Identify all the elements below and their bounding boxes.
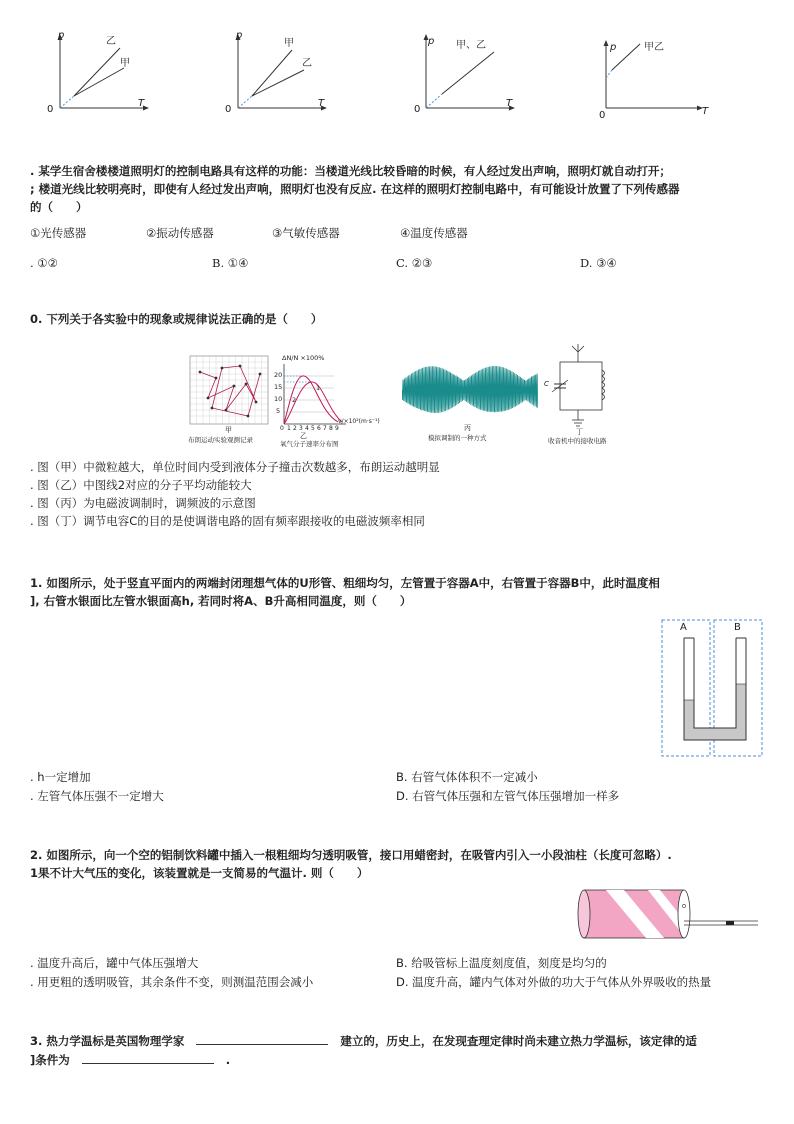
xtick: 1 — [287, 425, 291, 432]
q9-option-b[interactable]: B. ①④ — [212, 256, 249, 270]
graph-3-line-label: 甲、乙 — [456, 40, 486, 51]
q12-can-figure — [576, 884, 760, 944]
q13-part-1: 3. 热力学温标是英国物理学家 — [30, 1034, 185, 1048]
q12-line-2: 1果不计大气压的变化，该装置就是一支简易的气温计. 则（ ） — [30, 866, 369, 880]
xtick: 0 — [280, 425, 284, 432]
q10-ding-caption: 收音机中的接收电路 — [548, 437, 607, 445]
q12-option-a[interactable]: . 温度升高后，罐中气体压强增大 — [30, 956, 199, 970]
q9-line-2: ; 楼道光线比较明亮时，即使有人经过发出声响，照明灯也没有反应. 在这样的照明灯控制电路中，有可能设计放置了下列传感器 — [30, 182, 680, 196]
q10-option-d[interactable]: . 图（丁）调节电容C的目的是使调谐电路的固有频率跟接收的电磁波频率相同 — [30, 514, 425, 528]
q10-yi-ytick-20: 20 — [274, 371, 283, 379]
xtick: 3 — [299, 425, 303, 432]
xtick: 5 — [311, 425, 315, 432]
q10-yi-xlabel: v/×10²(m·s⁻¹) — [338, 418, 380, 425]
graph-2 — [218, 30, 338, 122]
q10-bing-label: 丙 — [464, 424, 471, 432]
q9-sensor-3: ③气敏传感器 — [272, 226, 340, 240]
xtick: 8 — [329, 425, 333, 432]
q9-sensor-1: ①光传感器 — [30, 226, 87, 240]
q13-line-2 — [30, 1051, 230, 1070]
q10-stem: 0. 下列关于各实验中的现象或规律说法正确的是（ ） — [30, 312, 323, 326]
q13-line-1 — [30, 1032, 697, 1051]
q9-option-a[interactable]: . ①② — [30, 256, 58, 270]
xtick: 4 — [305, 425, 309, 432]
q9-line-3: 的（ ） — [30, 200, 88, 214]
q13-blank-1[interactable] — [196, 1032, 328, 1045]
graph-3 — [412, 30, 532, 122]
q10-bing-caption: 模拟调制的一种方式 — [428, 434, 487, 442]
q10-yi-ytick-15: 15 — [274, 383, 283, 391]
q10-jia-caption: 布朗运动实验观测记录 — [188, 436, 253, 444]
q10-option-c[interactable]: . 图（丙）为电磁波调制时，调频波的示意图 — [30, 496, 256, 510]
q9-sensor-2: ②振动传感器 — [146, 226, 214, 240]
graph-1-origin: 0 — [47, 104, 54, 115]
q10-option-b[interactable]: . 图（乙）中图线2对应的分子平均动能较大 — [30, 478, 252, 492]
q13-part-4: . — [225, 1053, 231, 1067]
q9-option-c[interactable]: C. ②③ — [396, 256, 433, 270]
xtick: 7 — [323, 425, 327, 432]
q10-yi-ylabel: ΔN/N ×100% — [282, 354, 325, 362]
q10-yi-ytick-5: 5 — [276, 407, 281, 415]
graph-3-x-axis: T — [506, 98, 513, 109]
graph-4-line-label: 甲乙 — [644, 42, 664, 53]
graph-2-upper-label: 甲 — [284, 38, 294, 49]
q11-label-b: B — [734, 622, 741, 633]
q11-line-2: ], 右管水银面比左管水银面高h, 若同时将A、B升高相同温度，则（ ） — [30, 594, 412, 608]
q11-u-tube-figure — [660, 618, 764, 758]
q13-blank-2[interactable] — [82, 1051, 214, 1064]
q10-yi-caption: 氧气分子速率分布图 — [280, 440, 339, 448]
graph-4-y-axis: p — [610, 42, 617, 53]
receiver-circuit-svg — [542, 340, 632, 430]
q9-option-d[interactable]: D. ③④ — [580, 256, 617, 270]
graph-1 — [40, 30, 160, 122]
q10-figure-jia — [186, 354, 272, 450]
graph-1-lower-label: 甲 — [120, 58, 130, 69]
graph-2-origin: 0 — [225, 104, 232, 115]
xtick: 2 — [293, 425, 297, 432]
graph-1-y-axis: p — [58, 30, 65, 41]
q13-part-3: ]条件为 — [30, 1053, 70, 1067]
graph-4-origin: 0 — [599, 110, 606, 121]
graph-1-upper-label: 乙 — [106, 36, 116, 47]
q11-line-1: 1. 如图所示，处于竖直平面内的两端封闭理想气体的U形管、粗细均匀，左管置于容器A中，右管置于容器B中，此时温度相 — [30, 576, 660, 590]
q11-option-d[interactable]: D. 右管气体压强和左管气体压强增加一样多 — [396, 789, 620, 803]
graph-3-y-axis: p — [428, 36, 435, 47]
q10-jia-label: 甲 — [225, 426, 232, 434]
u-tube-svg — [660, 618, 764, 758]
q10-figure-ding — [542, 340, 632, 450]
graph-4 — [590, 36, 714, 128]
q12-option-c[interactable]: . 用更粗的透明吸管，其余条件不变，则测温范围会减小 — [30, 975, 314, 989]
q10-figure-yi — [274, 350, 398, 450]
q10-yi-curve-2: 2 — [292, 396, 297, 404]
q11-option-a[interactable]: . h一定增加 — [30, 770, 91, 784]
graph-2-y-axis: p — [236, 30, 243, 41]
q9-line-1: . 某学生宿舍楼楼道照明灯的控制电路具有这样的功能：当楼道光线比较昏暗的时候，有人经过发出声响，照明灯就自动打开； — [30, 164, 671, 178]
q10-option-a[interactable]: . 图（甲）中微粒越大，单位时间内受到液体分子撞击次数越多，布朗运动越明显 — [30, 460, 440, 474]
q11-option-b[interactable]: B. 右管气体体积不一定减小 — [396, 770, 538, 784]
q9-sensor-4: ④温度传感器 — [400, 226, 468, 240]
graph-2-x-axis: T — [318, 98, 325, 109]
can-thermometer-svg — [576, 884, 760, 944]
q12-option-b[interactable]: B. 给吸管标上温度刻度值，刻度是均匀的 — [396, 956, 607, 970]
xtick: 6 — [317, 425, 321, 432]
q12-line-1: 2. 如图所示，向一个空的铝制饮料罐中插入一根粗细均匀透明吸管，接口用蜡密封，在吸管内引入一小段油柱（长度可忽略）. — [30, 848, 672, 862]
modulated-wave-svg — [402, 360, 538, 420]
graph-1-x-axis: T — [138, 98, 145, 109]
brownian-grid-svg — [186, 354, 272, 426]
graph-4-x-axis: T — [702, 106, 709, 117]
q10-yi-curve-1: 1 — [316, 384, 321, 392]
q13-part-2: 建立的，历史上，在发现查理定律时尚未建立热力学温标，该定律的适 — [340, 1034, 697, 1048]
xtick: 9 — [335, 425, 339, 432]
q10-ding-label: 丁 — [576, 428, 583, 436]
q10-ding-c: C — [544, 380, 549, 388]
q10-yi-ytick-10: 10 — [274, 395, 283, 403]
graph-3-origin: 0 — [414, 104, 421, 115]
graph-2-lower-label: 乙 — [302, 58, 312, 69]
q10-figure-bing — [402, 360, 538, 450]
q11-label-a: A — [680, 622, 687, 633]
q11-option-c[interactable]: . 左管气体压强不一定增大 — [30, 789, 164, 803]
q10-yi-label: 乙 — [300, 432, 307, 440]
q12-option-d[interactable]: D. 温度升高，罐内气体对外做的功大于气体从外界吸收的热量 — [396, 975, 712, 989]
